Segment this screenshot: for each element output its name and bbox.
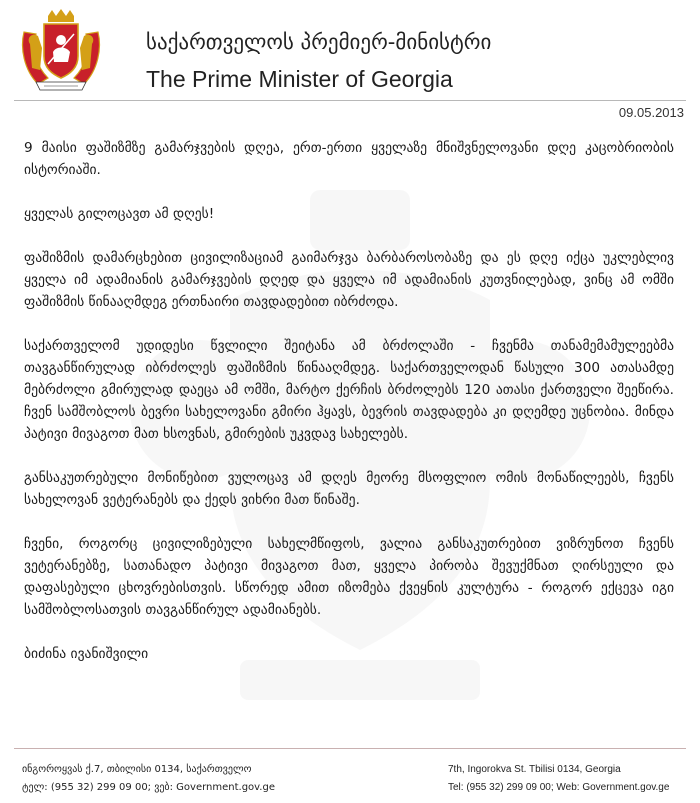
paragraph: ყველას გილოცავთ ამ დღეს!: [24, 206, 215, 222]
title-english: The Prime Minister of Georgia: [146, 66, 453, 92]
letter-date: 09.05.2013: [618, 105, 684, 120]
paragraph: ფაშიზმის დამარცხებით ცივილიზაციამ გაიმარჯვა ბარბაროსობაზე და ეს დღე იქცა უკლებლივ ყველა იმ ადამიანის გამარჯვების დღედ და ყველა იმ ადამიანის კუთვნილებად, ვინც ამ ომში ფაშიზმის წინააღმდეგ ერთნაირი თავდადებით იბრძოდა.: [24, 250, 674, 310]
letterhead: [18, 8, 682, 98]
footer-georgian: [22, 761, 275, 797]
footer-contact-en: Tel: (955 32) 299 09 00; Web: Government.gov.ge: [448, 782, 670, 793]
paragraph: განსაკუთრებული მონიწებით ვულოცავ ამ დღეს მეორე მსოფლიო ომის მონაწილეებს, ჩვენს სახელოვან ვეტერანებს და ქედს ვიხრი მათ წინაშე.: [24, 470, 674, 508]
footer-contact-ka: ტელ: (955 32) 299 09 00; ვებ: Government.gov.ge: [22, 782, 275, 793]
header-divider: [14, 100, 686, 101]
footer-divider: [14, 748, 686, 749]
footer-address-ka: ინგოროყვას ქ.7, თბილისი 0134, საქართველო: [22, 764, 252, 775]
paragraph: ჩვენი, როგორც ცივილიზებული სახელმწიფოს, ვალია განსაკუთრებით ვიზრუნოთ ჩვენს ვეტერანებზე, სათანადო პატივი მივაგოთ მათ, ყველა პირობა შევუქმნათ ღირსეული და დაფასებული ცხოვრებისთვის. სწორედ ამით იზომება ქვეყნის კულტურა - როგორ ექცევა იგი სამშობლოსათვის თავგანწირულ ადამიანებს.: [24, 536, 674, 618]
coat-of-arms-of-georgia-icon: [18, 8, 104, 94]
paragraph: 9 მაისი ფაშიზმზე გამარჯვების დღეა, ერთ-ერთი ყველაზე მნიშვნელოვანი დღე კაცობრიობის ისტორიაში.: [24, 140, 674, 178]
footer-address-en: 7th, Ingorokva St. Tbilisi 0134, Georgia: [448, 764, 621, 775]
signature: ბიძინა ივანიშვილი: [24, 646, 149, 662]
footer-english: [448, 761, 669, 797]
title-georgian: საქართველოს პრემიერ-მინისტრი: [146, 30, 492, 54]
letter-body: [24, 137, 674, 687]
paragraph: საქართველომ უდიდესი წვლილი შეიტანა ამ ბრძოლაში - ჩვენმა თანამემამულეებმა თავგანწირულად იბრძოლეს ფაშიზმის წინააღმდეგ. საქართველოდან წასული 300 ათასამდე მებრძოლი გმირულად დაეცა ამ ომში, მარტო ქერჩის ბრძოლებს 120 ათასი ქართველი შეეწირა. ჩვენ სამშობლოს ბევრი სახელოვანი გმირი ჰყავს, ბევრის თავდადება კი დღემდე უცნობია. მინდა პატივი მივაგოთ მათ ხსოვნას, გმირების უკვდავ სახელებს.: [24, 338, 674, 442]
